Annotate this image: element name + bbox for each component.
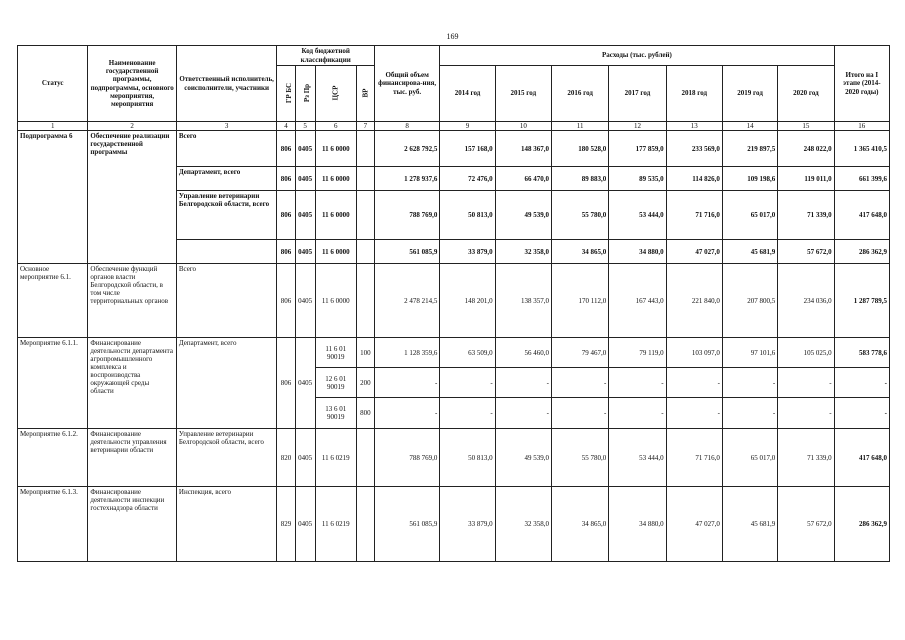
cell-grbs: 806 — [277, 240, 295, 264]
cell-vr — [356, 131, 374, 167]
cell-year: - — [609, 398, 666, 429]
col-number: 5 — [295, 122, 315, 131]
cell-year: 180 528,0 — [551, 131, 608, 167]
table-row — [18, 338, 890, 368]
cell-csr: 11 6 01 90019 — [315, 338, 356, 368]
header-year: 2018 год — [666, 66, 722, 122]
header-vr: ВР — [356, 66, 374, 122]
cell-csr: 11 6 0219 — [315, 429, 356, 487]
cell-year: 89 883,0 — [551, 167, 608, 191]
cell-total: 561 085,9 — [374, 487, 439, 562]
page-number: 169 — [446, 32, 459, 41]
row-executor: Департамент, всего — [176, 338, 277, 429]
cell-year: 65 017,0 — [722, 429, 777, 487]
cell-vr — [356, 191, 374, 240]
cell-vr — [356, 487, 374, 562]
cell-year: 71 716,0 — [666, 429, 722, 487]
table-row — [18, 487, 890, 562]
cell-rzpr: 0405 — [295, 131, 315, 167]
cell-year: 89 535,0 — [609, 167, 666, 191]
cell-total: 1 278 937,6 — [374, 167, 439, 191]
cell-stage-total: - — [834, 368, 889, 398]
cell-year: 119 011,0 — [778, 167, 834, 191]
cell-stage-total: 661 399,6 — [834, 167, 889, 191]
cell-year: 33 879,0 — [440, 240, 495, 264]
cell-year: 34 880,0 — [609, 240, 666, 264]
table-row — [18, 429, 890, 487]
cell-year: 138 357,0 — [495, 264, 551, 338]
cell-csr: 11 6 0219 — [315, 487, 356, 562]
cell-year: 71 339,0 — [778, 429, 834, 487]
cell-year: 221 840,0 — [666, 264, 722, 338]
cell-year: 79 119,0 — [609, 338, 666, 368]
cell-vr: 800 — [356, 398, 374, 429]
cell-vr: 100 — [356, 338, 374, 368]
cell-total: - — [374, 398, 439, 429]
cell-rzpr: 0405 — [295, 264, 315, 338]
cell-csr: 11 6 0000 — [315, 167, 356, 191]
row-status: Основное мероприятие 6.1. — [18, 264, 88, 338]
cell-total: 788 769,0 — [374, 429, 439, 487]
cell-total: 2 478 214,5 — [374, 264, 439, 338]
header-csr: ЦСР — [315, 66, 356, 122]
row-status: Подпрограмма 6 — [18, 131, 88, 264]
cell-year: 170 112,0 — [551, 264, 608, 338]
cell-year: 109 198,6 — [722, 167, 777, 191]
budget-table — [17, 45, 890, 562]
col-number: 4 — [277, 122, 295, 131]
cell-csr: 11 6 0000 — [315, 240, 356, 264]
cell-year: 33 879,0 — [440, 487, 495, 562]
cell-rzpr: 0405 — [295, 429, 315, 487]
cell-year: 71 339,0 — [778, 191, 834, 240]
cell-grbs: 806 — [277, 167, 295, 191]
col-number: 10 — [495, 122, 551, 131]
cell-year: - — [609, 368, 666, 398]
cell-rzpr: 0405 — [295, 191, 315, 240]
cell-year: 167 443,0 — [609, 264, 666, 338]
cell-year: 32 358,0 — [495, 487, 551, 562]
header-year: 2015 год — [495, 66, 551, 122]
cell-rzpr: 0405 — [295, 240, 315, 264]
cell-csr: 11 6 0000 — [315, 191, 356, 240]
cell-total: 788 769,0 — [374, 191, 439, 240]
cell-stage-total: 1 365 410,5 — [834, 131, 889, 167]
cell-year: - — [495, 368, 551, 398]
row-status: Мероприятие 6.1.3. — [18, 487, 88, 562]
cell-year: 45 681,9 — [722, 487, 777, 562]
cell-year: - — [778, 398, 834, 429]
col-number: 14 — [722, 122, 777, 131]
header-grbs: ГР БС — [277, 66, 295, 122]
cell-stage-total: 417 648,0 — [834, 429, 889, 487]
col-number: 16 — [834, 122, 889, 131]
cell-year: 47 027,0 — [666, 240, 722, 264]
header-year: 2014 год — [440, 66, 495, 122]
col-number: 8 — [374, 122, 439, 131]
row-executor: Всего — [176, 264, 277, 338]
cell-year: 66 470,0 — [495, 167, 551, 191]
cell-year: 57 672,0 — [778, 240, 834, 264]
header-year: 2019 год — [722, 66, 777, 122]
cell-year: 71 716,0 — [666, 191, 722, 240]
cell-vr — [356, 429, 374, 487]
cell-year: - — [778, 368, 834, 398]
cell-year: - — [440, 368, 495, 398]
cell-year: 234 036,0 — [778, 264, 834, 338]
col-number: 3 — [176, 122, 277, 131]
table-row — [18, 264, 890, 338]
row-name: Финансирование деятельности управления ветеринарии области — [88, 429, 177, 487]
cell-year: 50 813,0 — [440, 429, 495, 487]
cell-stage-total: 286 362,9 — [834, 487, 889, 562]
cell-year: 79 467,0 — [551, 338, 608, 368]
cell-rzpr: 0405 — [295, 338, 315, 429]
cell-year: 34 880,0 — [609, 487, 666, 562]
cell-year: 114 826,0 — [666, 167, 722, 191]
cell-total: 1 128 359,6 — [374, 338, 439, 368]
cell-year: - — [551, 368, 608, 398]
cell-stage-total: 1 287 789,5 — [834, 264, 889, 338]
header-total-volume: Общий объем финансирова-ния, тыс. руб. — [374, 46, 439, 122]
cell-year: 65 017,0 — [722, 191, 777, 240]
row-status: Мероприятие 6.1.2. — [18, 429, 88, 487]
cell-year: - — [551, 398, 608, 429]
cell-grbs: 820 — [277, 429, 295, 487]
header-rzpr: Рз Пр — [295, 66, 315, 122]
cell-csr: 13 6 01 90019 — [315, 398, 356, 429]
row-name: Финансирование деятельности инспекции гостехнадзора области — [88, 487, 177, 562]
cell-year: 97 101,6 — [722, 338, 777, 368]
header-year: 2017 год — [609, 66, 666, 122]
header-stage-total: Итого на I этапе (2014-2020 годы) — [834, 46, 889, 122]
cell-year: 63 509,0 — [440, 338, 495, 368]
cell-year: 53 444,0 — [609, 429, 666, 487]
cell-vr — [356, 167, 374, 191]
header-executor: Ответственный исполнитель, соисполнители, участники — [176, 46, 277, 122]
row-name: Обеспечение функций органов власти Белгородской области, в том числе территориальных органов — [88, 264, 177, 338]
col-number: 1 — [18, 122, 88, 131]
cell-year: 207 800,5 — [722, 264, 777, 338]
col-number: 15 — [778, 122, 834, 131]
cell-year: 49 539,0 — [495, 191, 551, 240]
row-executor: Департамент, всего — [176, 167, 277, 191]
cell-grbs: 806 — [277, 264, 295, 338]
cell-year: 103 097,0 — [666, 338, 722, 368]
cell-rzpr: 0405 — [295, 487, 315, 562]
cell-grbs: 806 — [277, 191, 295, 240]
cell-rzpr: 0405 — [295, 167, 315, 191]
row-executor: Управление ветеринарии Белгородской области, всего — [176, 429, 277, 487]
col-number: 2 — [88, 122, 177, 131]
cell-year: 219 897,5 — [722, 131, 777, 167]
row-status: Мероприятие 6.1.1. — [18, 338, 88, 429]
cell-csr: 11 6 0000 — [315, 131, 356, 167]
table-row — [18, 131, 890, 167]
cell-stage-total: 417 648,0 — [834, 191, 889, 240]
header-expenses: Расходы (тыс. рублей) — [440, 46, 834, 66]
cell-year: 55 780,0 — [551, 191, 608, 240]
row-executor — [176, 240, 277, 264]
cell-year: 49 539,0 — [495, 429, 551, 487]
cell-total: 561 085,9 — [374, 240, 439, 264]
cell-total: - — [374, 368, 439, 398]
cell-stage-total: - — [834, 398, 889, 429]
cell-year: 72 476,0 — [440, 167, 495, 191]
cell-year: 105 025,0 — [778, 338, 834, 368]
header-budget-code: Код бюджетной классификации — [277, 46, 375, 66]
cell-year: 50 813,0 — [440, 191, 495, 240]
cell-grbs: 806 — [277, 338, 295, 429]
cell-year: - — [722, 398, 777, 429]
col-number: 11 — [551, 122, 608, 131]
cell-vr — [356, 264, 374, 338]
header-status: Статус — [18, 46, 88, 122]
cell-year: - — [666, 398, 722, 429]
col-number: 7 — [356, 122, 374, 131]
cell-year: 47 027,0 — [666, 487, 722, 562]
cell-year: - — [666, 368, 722, 398]
header-year: 2020 год — [778, 66, 834, 122]
col-number: 6 — [315, 122, 356, 131]
cell-total: 2 628 792,5 — [374, 131, 439, 167]
row-executor: Всего — [176, 131, 277, 167]
cell-year: 148 201,0 — [440, 264, 495, 338]
cell-year: 148 367,0 — [495, 131, 551, 167]
cell-grbs: 806 — [277, 131, 295, 167]
cell-year: 248 022,0 — [778, 131, 834, 167]
col-number: 12 — [609, 122, 666, 131]
cell-year: 56 460,0 — [495, 338, 551, 368]
col-number: 9 — [440, 122, 495, 131]
cell-year: 32 358,0 — [495, 240, 551, 264]
cell-vr: 200 — [356, 368, 374, 398]
cell-year: 45 681,9 — [722, 240, 777, 264]
row-name: Финансирование деятельности департамента агропромышленного комплекса и воспроизводства окружающей среды области — [88, 338, 177, 429]
cell-csr: 12 6 01 90019 — [315, 368, 356, 398]
cell-vr — [356, 240, 374, 264]
row-executor: Управление ветеринарии Белгородской области, всего — [176, 191, 277, 240]
cell-year: - — [495, 398, 551, 429]
cell-grbs: 829 — [277, 487, 295, 562]
header-year: 2016 год — [551, 66, 608, 122]
cell-csr: 11 6 0000 — [315, 264, 356, 338]
header-name: Наименование государственной программы, подпрограммы, основного мероприятия, мероприятия — [88, 46, 177, 122]
cell-year: 34 865,0 — [551, 240, 608, 264]
cell-year: 177 859,0 — [609, 131, 666, 167]
cell-year: 233 569,0 — [666, 131, 722, 167]
cell-year: - — [722, 368, 777, 398]
cell-year: 53 444,0 — [609, 191, 666, 240]
cell-stage-total: 583 778,6 — [834, 338, 889, 368]
cell-year: - — [440, 398, 495, 429]
cell-stage-total: 286 362,9 — [834, 240, 889, 264]
row-executor: Инспекция, всего — [176, 487, 277, 562]
cell-year: 57 672,0 — [778, 487, 834, 562]
col-number: 13 — [666, 122, 722, 131]
cell-year: 157 168,0 — [440, 131, 495, 167]
cell-year: 34 865,0 — [551, 487, 608, 562]
cell-year: 55 780,0 — [551, 429, 608, 487]
row-name: Обеспечение реализации государственной программы — [88, 131, 177, 264]
